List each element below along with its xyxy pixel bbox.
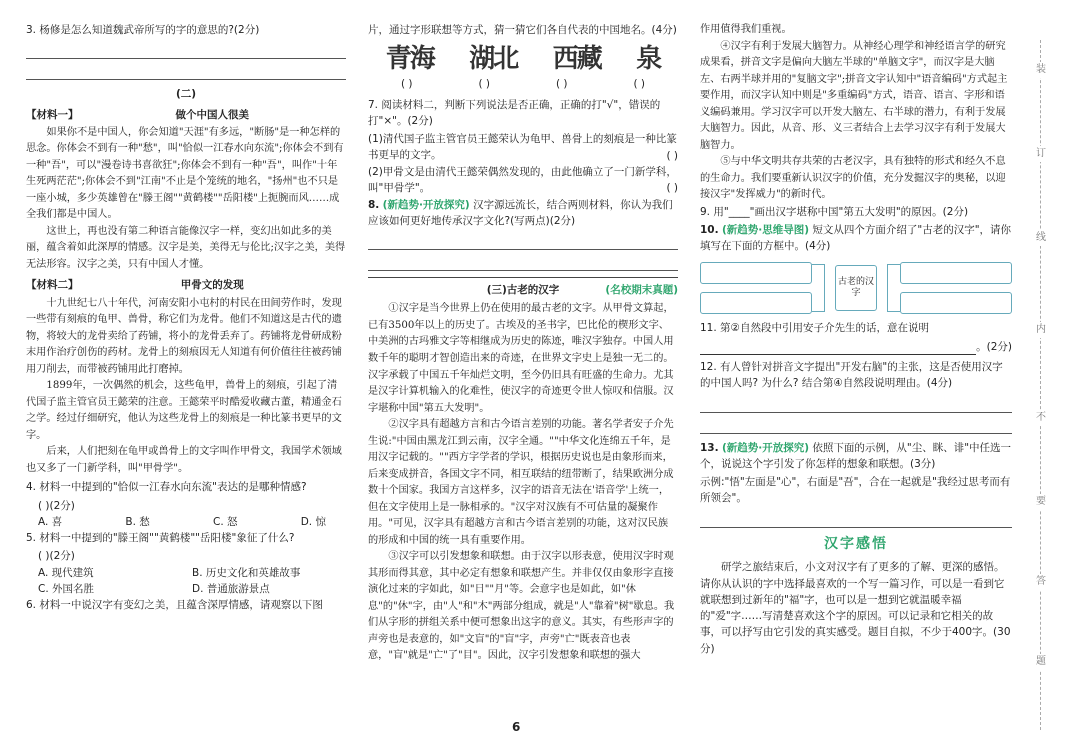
trend-tag: (新趋势·开放探究) [721, 441, 810, 454]
material-2-paragraph: 十九世纪七八十年代，河南安阳小屯村的村民在田间劳作时，发现一些带有刻痕的龟甲、兽骨，称它们为龙骨。他们不知道这是古代的遗物，将较大的龙骨卖给了药铺，将小的龙骨丢弃了。药铺将龙骨研成粉末用作治疗创伤的药材。龙骨上的刻痕因无人知道有何价值往往被药铺用刀削去，而带被药铺用此打磨掉。 [26, 297, 342, 375]
option-d[interactable]: D. 普通旅游景点 [192, 582, 270, 595]
material-1-paragraph: 这世上，再也没有第二种语言能像汉字一样，变幻出如此多的美丽，蕴含着如此深厚的情感。汉字是美，美得无与伦比;汉字之美，美得无法形容。汉字之美，只有中国人才懂。 [26, 225, 346, 270]
glyph-images [368, 42, 678, 76]
answer-line[interactable] [26, 65, 346, 80]
question-13-example: 示例:"悟"左面是"心"，右面是"吾"，合在一起就是"我经过思考而有所领会"。 [700, 476, 1011, 505]
material-2-label: 【材料二】 [26, 279, 79, 292]
glyph-image: 泉 [636, 44, 661, 75]
option-b[interactable]: B. 历史文化和英雄故事 [192, 566, 301, 579]
answer-blank[interactable]: ( ) [666, 149, 678, 162]
question-13 [700, 440, 1012, 473]
answer-line[interactable] [368, 256, 678, 271]
mind-map-center: 古老的汉字 [835, 265, 876, 311]
question-11-answer [700, 339, 1012, 355]
section-3-paragraph: ⑤与中华文明共存共荣的古老汉字，具有独特的形式和经久不息的生命力。我们要重新认识汉字的价值，充分发掘汉字的奥秘，以迎接汉字"发挥威力"的新时代。 [700, 156, 1006, 201]
question-7-item-1: (1)清代国子监主管官员王懿荣认为龟甲、兽骨上的刻痕是一种比篆书更早的文字。 [368, 133, 677, 162]
connector [887, 264, 900, 312]
section-3-paragraph: ③汉字可以引发想象和联想。由于汉字以形表意，使用汉字时观其形而得其意，其中必定有想象和联想产生。并非仅仅由象形字直接演化过来的字如此，如"日""月"等。会意字也是如此，如"休息"的"休"字，由"人"和"木"两部分组成，就是"人"靠着"树"歇息。我们从字形的拼组关系中便可想象出这字的意义。其实，有些形声字的声旁也是表意的，如"文盲"的"盲"字，声旁"亡"既表音也表意，"盲"就是"亡"了"目"。因此，汉字引发想象和联想的强大 [368, 551, 675, 662]
question-10 [700, 222, 1012, 255]
score-label: 。(2分) [976, 340, 1012, 353]
trend-tag: (新趋势·开放探究) [382, 198, 470, 211]
question-4-blank[interactable]: ( )(2分) [38, 499, 75, 512]
answer-line[interactable] [700, 398, 1012, 413]
mind-map-box[interactable] [900, 262, 1012, 284]
question-number: 13. [700, 441, 719, 454]
column-3 [700, 22, 1012, 657]
question-3: 3. 杨修是怎么知道魏武帝所写的字的意思的?(2分) [26, 24, 260, 36]
binding-char: 订 [1033, 146, 1049, 162]
option-c[interactable]: C. 外国名胜 [38, 582, 95, 595]
essay-title: 汉字感悟 [824, 535, 888, 552]
question-5-options [26, 565, 346, 598]
section-2-title: (二) [175, 88, 197, 101]
answer-line[interactable] [700, 340, 976, 355]
glyph-image: 青海 [385, 44, 434, 75]
source-tag: (名校期末真题) [605, 284, 678, 297]
column-1 [26, 22, 346, 616]
answer-blank[interactable]: ( ) [478, 78, 491, 91]
question-7-item-2: (2)甲骨文是由清代王懿荣偶然发现的，由此他确立了一门新学科，叫"甲骨学"。 [368, 165, 677, 195]
answer-line[interactable] [700, 419, 1012, 434]
section-3-header [368, 277, 678, 298]
binding-char: 答 [1033, 574, 1049, 590]
mind-map-box[interactable] [700, 262, 812, 284]
question-number: 8. [368, 198, 380, 211]
section-3-paragraph: ④汉字有利于发展大脑智力。从神经心理学和神经语言学的研究成果看，拼音文字是偏向大脑左半球的"单脑文字"，而汉字是大脑左、右两半球并用的"复脑文字";拼音文字认知中"语音编码"方式起主要作用，而汉字认知中则是"多重编码"方式，语音、语言、字形和语义编码兼用。学习汉字可以开发大脑左、右半球的潜力，有利于发展大脑智力。因此，从音、形、义三者结合上去学习汉字有利于发展大脑智力。 [700, 40, 1008, 151]
question-text: 短文从四个方面介绍了"古老的汉字"，请你填写在下面的方框中。(4分) [700, 223, 1012, 253]
glyph-image: 湖北 [469, 44, 518, 75]
column-2 [368, 22, 678, 665]
answer-blank[interactable]: ( ) [633, 78, 646, 91]
option-b[interactable]: B. 愁 [125, 515, 150, 528]
material-2-title: 甲骨文的发现 [180, 279, 244, 292]
connector [812, 264, 825, 312]
binding-line [1040, 40, 1042, 730]
section-3-title: (三)古老的汉字 [486, 284, 560, 297]
question-number: 10. [700, 223, 719, 236]
question-4-options [26, 514, 346, 530]
answer-line[interactable] [700, 513, 1012, 528]
question-5-blank[interactable]: ( )(2分) [38, 550, 75, 563]
material-1-paragraph: 如果你不是中国人，你会知道"天涯"有多远，"断肠"是一种怎样的思念。你体会不到有一种"愁"，叫"恰似一江春水向东流";你体会不到有一种"吾"，可以"漫卷诗书喜欲狂";你体会不到有一种"吾"，叫作"十年生死两茫茫";你体会不到"江南"不止是个笼统的地名，"扬州"也不只是一座小城，多少英雄曾在"滕王阁""黄鹤楼""岳阳楼"上扼腕而风……成全我们都是中国人。 [26, 126, 344, 221]
mind-map-box[interactable] [700, 292, 812, 314]
question-8 [368, 197, 678, 230]
page-number: 6 [512, 720, 521, 734]
binding-char: 要 [1033, 494, 1049, 510]
binding-char: 线 [1033, 230, 1049, 246]
option-c[interactable]: C. 怒 [212, 515, 238, 528]
question-text: 汉字源远流长，结合两则材料，你认为我们应该如何更好地传承汉字文化?(写两点)(2分) [368, 198, 673, 227]
answer-blank[interactable]: ( ) [400, 78, 413, 91]
mind-map [700, 262, 1012, 314]
section-3-paragraph: ②汉字具有超越方言和古今语言差别的功能。著名学者安子介先生说:"中国由黑龙江到云南，汉字全通。""中华文化连绵五千年，是用汉字记载的。""西方字学者的学识，根据历史说也是由象形而来，后来变成拼音，各国文字不同，相互联结的纽带断了，结果欧洲分成数十个国家。我国方言这样多，汉字的语音无法在'语音学'上统一，但在文字使用上是一脉相承的。"汉字对汉族有不可估量的凝聚作用。"可见，汉字具有超越方言和古今语言差别的功能，这对汉民族的形成和中国的统一具有重要作用。 [368, 419, 674, 546]
question-7: 7. 阅读材料二，判断下列说法是否正确，正确的打"√"，错误的打"×"。(2分) [368, 98, 661, 127]
binding-char: 装 [1033, 62, 1049, 78]
question-4: 4. 材料一中提到的"恰似一江春水向东流"表达的是哪种情感? [26, 481, 307, 494]
question-11: 11. 第②自然段中引用安子介先生的话，意在说明 [700, 322, 929, 335]
glyph-image: 西藏 [552, 44, 601, 75]
section-3-paragraph: ①汉字是当今世界上仍在使用的最古老的文字。从甲骨文算起，已有3500年以上的历史了。古埃及的圣书字，巴比伦的楔形文字、中美洲的古玛雅文字等相继成为历史的陈迹，唯汉字独存。中国人用数千年的聪明才智创造出来的奇迹，在世界文字史上是独一无二的。汉字承载了中国五千年灿烂文明，至今仍旧具有旺盛的生命力。尤其是汉字计算机输入的化难性，使汉字的奇迹更令世人惊叹和信服。汉字堪称中国"第五大发明"。 [368, 303, 674, 414]
essay-prompt: 研学之旅结束后，小文对汉字有了更多的了解、更深的感悟。请你从认识的字中选择最喜欢的一个写一篇习作，可以是一看到它就联想到过新年的"福"字，也可以是一想到它就温暖幸福的"爱"字……写清楚喜欢这个字的原因。可以记录和它相关的故事，可以抒写由它引发的真实感受。题目自拟，不少于400字。(30分) [700, 561, 1011, 655]
section-3-paragraph: 作用值得我们重视。 [700, 24, 792, 35]
mind-map-box[interactable] [900, 292, 1012, 314]
question-6-continued: 片，通过字形联想等方式，猜一猜它们各自代表的中国地名。(4分) [368, 24, 677, 36]
question-text: 依照下面的示例，从"尘、眯、诽"中任选一个，说说这个字引发了你怎样的想象和联想。(3分) [700, 441, 1012, 470]
answer-line[interactable] [368, 235, 678, 250]
material-1-label: 【材料一】 [26, 108, 79, 121]
binding-char: 题 [1033, 654, 1049, 670]
question-5: 5. 材料一中提到的"滕王阁""黄鹤楼""岳阳楼"象征了什么? [26, 532, 295, 545]
option-a[interactable]: A. 喜 [38, 515, 63, 528]
material-1-title: 做个中国人很美 [175, 108, 249, 121]
question-12: 12. 有人曾针对拼音文字提出"开发右脑"的主张，这是否使用汉字的中国人吗? 为什么? 结合第④自然段说明理由。(4分) [700, 361, 1003, 390]
option-d[interactable]: D. 惊 [300, 515, 326, 528]
question-9: 9. 用"____"画出汉字堪称中国"第五大发明"的原因。(2分) [700, 205, 969, 218]
question-6: 6. 材料一中说汉字有变幻之美，且蕴含深厚情感，请观察以下图 [26, 599, 323, 612]
answer-blank[interactable]: ( ) [666, 182, 678, 195]
binding-char: 内 [1033, 322, 1049, 338]
answer-line[interactable] [26, 44, 346, 59]
glyph-answer-blanks [368, 76, 678, 92]
material-2-header [26, 277, 346, 293]
binding-char: 不 [1033, 410, 1049, 426]
material-2-paragraph: 后来，人们把刻在龟甲或兽骨上的文字叫作甲骨文，我国学术领域也又多了一门新学科，叫"甲骨学"。 [26, 446, 342, 474]
material-1-header [26, 107, 346, 123]
material-2-paragraph: 1899年，一次偶然的机会，这些龟甲，兽骨上的刻痕，引起了清代国子监主管官员王懿荣的注意。王懿荣平时酷爱收藏古董，精通金石之学。经过仔细研究，他认为这些龙骨上的刻痕是一种比篆书更早的文字。 [26, 380, 342, 441]
option-a[interactable]: A. 现代建筑 [38, 566, 94, 579]
answer-blank[interactable]: ( ) [555, 78, 568, 91]
trend-tag: (新趋势·思维导图) [721, 223, 810, 236]
